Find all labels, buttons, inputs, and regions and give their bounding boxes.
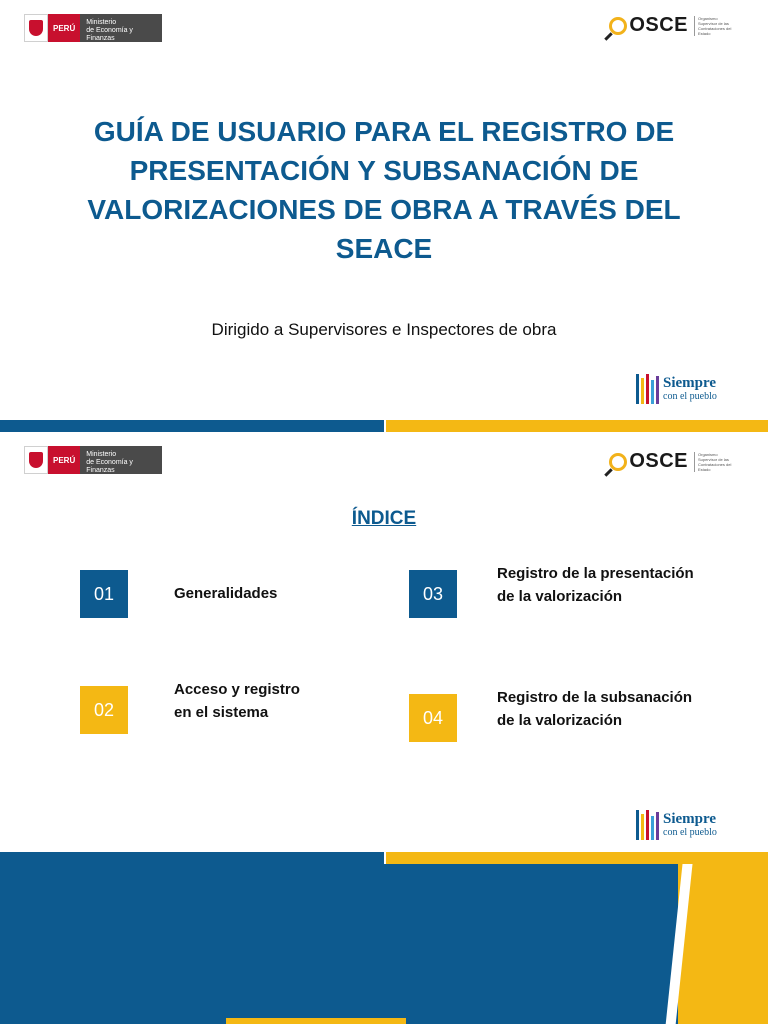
index-label-line: en el sistema bbox=[174, 704, 269, 721]
title-slide bbox=[0, 0, 768, 432]
index-number: 01 bbox=[80, 570, 128, 618]
siempre-logo bbox=[636, 374, 717, 404]
index-label bbox=[497, 562, 737, 608]
ministry-line-2: de Economía y Finanzas bbox=[86, 27, 133, 42]
index-label-line: Registro de la presentación bbox=[497, 565, 694, 582]
index-label-line: Acceso y registro bbox=[174, 681, 300, 698]
index-label-line: de la valorización bbox=[497, 588, 623, 605]
peru-label: PERÚ bbox=[48, 14, 80, 42]
title-line-3: VALORIZACIONES DE OBRA A TRAVÉS DEL bbox=[87, 194, 681, 225]
index-number: 03 bbox=[409, 570, 457, 618]
ministry-line-2: de Economía y Finanzas bbox=[86, 459, 133, 474]
index-heading: ÍNDICE bbox=[351, 508, 417, 529]
osce-logo bbox=[609, 14, 732, 37]
siempre-bars-icon bbox=[636, 810, 659, 840]
title-line-4: SEACE bbox=[335, 233, 433, 264]
magnifier-icon bbox=[609, 453, 627, 471]
siempre-line-1: Siempre bbox=[663, 810, 717, 827]
ministry-name bbox=[80, 14, 162, 42]
ministry-line-1: Ministerio bbox=[86, 19, 117, 26]
yellow-panel bbox=[678, 864, 768, 1024]
guide-title bbox=[40, 112, 728, 268]
siempre-line-2: con el pueblo bbox=[663, 390, 717, 402]
title-line-2: PRESENTACIÓN Y SUBSANACIÓN DE bbox=[129, 155, 639, 186]
ministry-logo bbox=[24, 14, 162, 42]
osce-wordmark: OSCE bbox=[629, 14, 688, 36]
osce-logo bbox=[609, 450, 732, 473]
index-label-line: de la valorización bbox=[497, 712, 623, 729]
index-label-line: Generalidades bbox=[174, 585, 278, 602]
title-line-1: GUÍA DE USUARIO PARA EL REGISTRO DE bbox=[93, 116, 675, 147]
ministry-name bbox=[80, 446, 162, 474]
siempre-line-1: Siempre bbox=[663, 374, 717, 391]
index-number: 04 bbox=[409, 694, 457, 742]
ministry-logo bbox=[24, 446, 162, 474]
slide-footer-bar bbox=[0, 852, 768, 864]
gold-line bbox=[226, 1018, 406, 1024]
index-label bbox=[174, 678, 414, 724]
cover-slide-partial bbox=[0, 864, 768, 1024]
siempre-bars-icon bbox=[636, 374, 659, 404]
guide-subtitle: Dirigido a Supervisores e Inspectores de obra bbox=[211, 320, 557, 339]
index-label bbox=[174, 582, 414, 605]
osce-fullname: Organismo Supervisor de las Contrataciones del Estado bbox=[694, 452, 732, 472]
osce-wordmark: OSCE bbox=[629, 450, 688, 472]
peru-shield-icon bbox=[24, 14, 48, 42]
index-label-line: Registro de la subsanación bbox=[497, 689, 693, 706]
ministry-line-1: Ministerio bbox=[86, 451, 117, 458]
siempre-line-2: con el pueblo bbox=[663, 826, 717, 838]
index-number: 02 bbox=[80, 686, 128, 734]
peru-label: PERÚ bbox=[48, 446, 80, 474]
osce-fullname: Organismo Supervisor de las Contrataciones del Estado bbox=[694, 16, 732, 36]
magnifier-icon bbox=[609, 17, 627, 35]
index-label bbox=[497, 686, 737, 732]
index-slide bbox=[0, 432, 768, 864]
slide-footer-bar bbox=[0, 420, 768, 432]
siempre-logo bbox=[636, 810, 717, 840]
peru-shield-icon bbox=[24, 446, 48, 474]
